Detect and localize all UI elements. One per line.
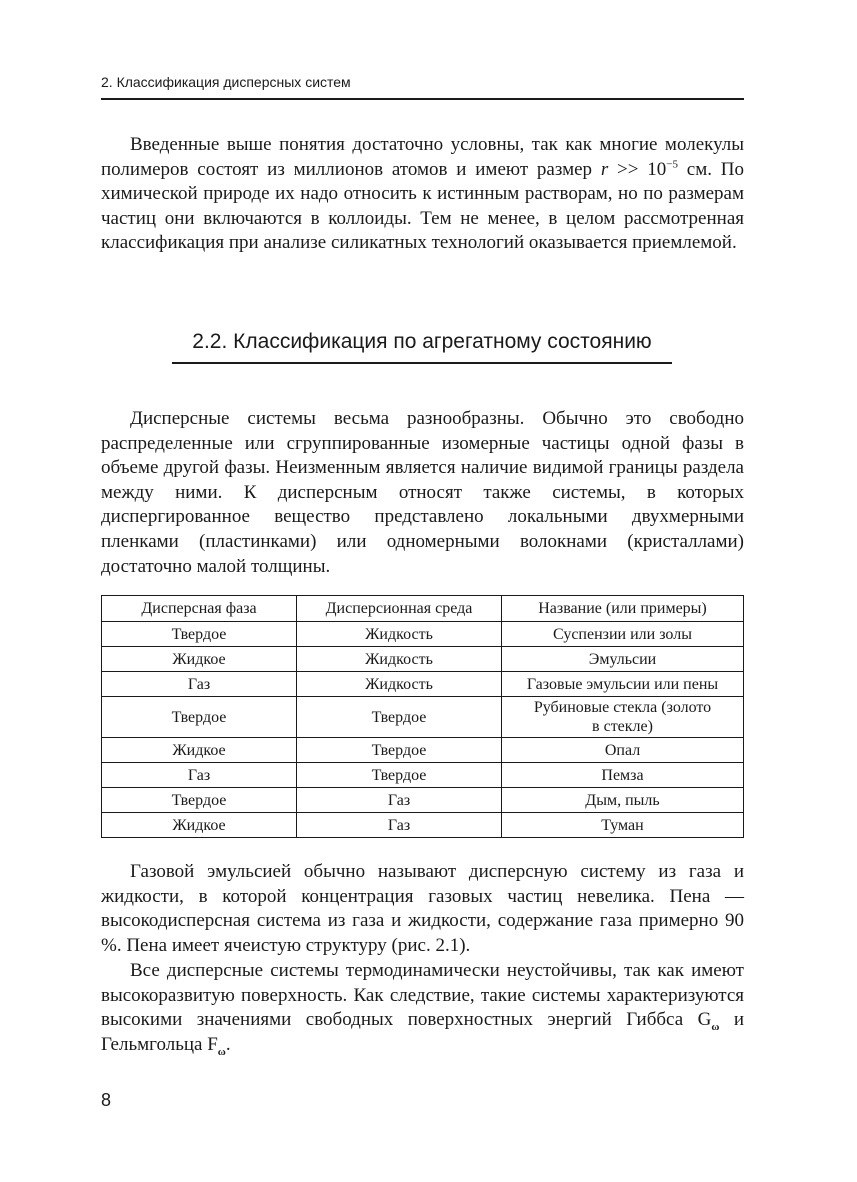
header-dispersed-phase: Дисперсная фаза [102, 596, 297, 622]
cell-phase: Газ [102, 763, 297, 788]
cell-phase: Твердое [102, 622, 297, 647]
header-rule [101, 98, 744, 100]
formula-relation: >> 10 [608, 158, 667, 180]
header-dispersion-medium: Дисперсионная среда [297, 596, 502, 622]
cell-phase: Жидкое [102, 647, 297, 672]
cell-phase: Твердое [102, 788, 297, 813]
thermo-text-1: Все дисперсные системы термодинамически неустойчивы, так как имеют высокоразвитую поверхность. Как следствие, такие системы характеризуются высокими значениями свободных поверхностных энергий Гиббса G [101, 960, 744, 1031]
cell-name: Газовые эмульсии или пены [502, 672, 744, 697]
cell-name: Опал [502, 738, 744, 763]
disperse-systems-table [101, 595, 744, 838]
intro-paragraph [101, 133, 744, 256]
thermo-text-2: и Гельмгольца F [101, 1009, 744, 1055]
page-number: 8 [101, 1090, 112, 1110]
cell-phase: Жидкое [102, 738, 297, 763]
cell-name: Туман [502, 813, 744, 838]
cell-phase: Твердое [102, 697, 297, 738]
cell-medium: Газ [297, 813, 502, 838]
cell-name: Рубиновые стекла (золото в стекле) [502, 697, 744, 738]
table-row [102, 697, 744, 738]
table-row [102, 763, 744, 788]
table-row [102, 813, 744, 838]
gibbs-subscript: ω [711, 1020, 720, 1033]
intro-text-2: см. По химической природе их надо относить к истинным растворам, но по размерам частиц они включаются в коллоиды. Тем не менее, в целом рассмотренная классификация при анализе силикатных технологий оказывается приемлемой. [101, 158, 744, 254]
table-row [102, 788, 744, 813]
table-row [102, 647, 744, 672]
cell-name: Пемза [502, 763, 744, 788]
helmholtz-subscript: ω [217, 1045, 226, 1058]
cell-medium: Газ [297, 788, 502, 813]
cell-medium: Жидкость [297, 672, 502, 697]
cell-phase: Газ [102, 672, 297, 697]
section-paragraph: Дисперсные системы весьма разнообразны. Обычно это свободно распределенные или сгруппированные изомерные частицы одной фазы в объеме другой фазы. Неизменным является наличие видимой границы раздела между ними. К дисперсным относят также системы, в которых диспергированное вещество представлено локальными двухмерными пленками (пластинками) или одномерными волокнами (кристаллами) достаточно малой толщины. [101, 408, 744, 577]
intro-text-1: Введенные выше понятия достаточно условны, так как многие молекулы полимеров состоят из миллионов атомов и имеют размер [101, 134, 744, 180]
formula-exponent: −5 [666, 158, 678, 171]
cell-medium: Твердое [297, 738, 502, 763]
table-row [102, 622, 744, 647]
cell-medium: Твердое [297, 697, 502, 738]
cell-medium: Твердое [297, 763, 502, 788]
formula-variable: r [600, 158, 609, 180]
cell-name: Эмульсии [502, 647, 744, 672]
table-header-row [102, 596, 744, 622]
section-title-rule [172, 362, 672, 364]
table-row [102, 672, 744, 697]
foam-paragraph: Газовой эмульсией обычно называют дисперсную систему из газа и жидкости, в которой концентрация газовых частиц невелика. Пена — высокодисперсная система из газа и жидкости, содержание газа примерно 90 %. Пена имеет ячеистую структуру (рис. 2.1). [101, 861, 744, 956]
section-title: 2.2. Классификация по агрегатному состоянию [192, 330, 652, 353]
running-head: 2. Классификация дисперсных систем [101, 74, 351, 90]
cell-name: Дым, пыль [502, 788, 744, 813]
cell-medium: Жидкость [297, 647, 502, 672]
thermo-text-3: . [225, 1033, 231, 1055]
cell-medium: Жидкость [297, 622, 502, 647]
header-name-examples: Название (или примеры) [502, 596, 744, 622]
cell-phase: Жидкое [102, 813, 297, 838]
cell-name: Суспензии или золы [502, 622, 744, 647]
table-row [102, 738, 744, 763]
thermodynamics-paragraph [101, 959, 744, 1057]
